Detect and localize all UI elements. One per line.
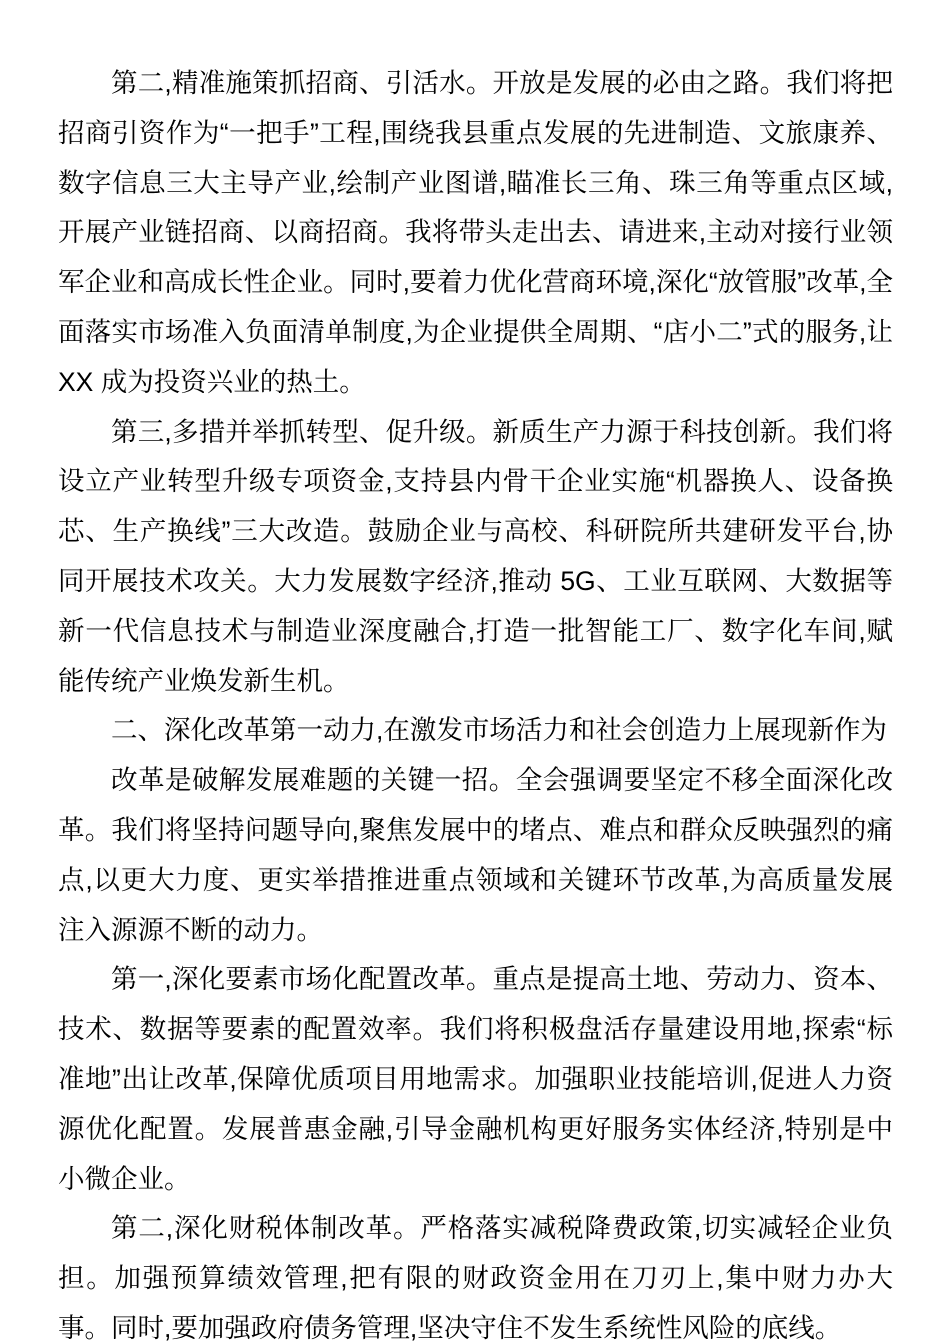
document-body <box>58 59 893 1344</box>
paragraph: 改革是破解发展难题的关键一招。全会强调要坚定不移全面深化改革。我们将坚持问题导向,聚焦发展中的堵点、难点和群众反映强烈的痛点,以更大力度、更实举措推进重点领域和关键环节改革,为高质量发展注入源源不断的动力。 <box>58 765 893 945</box>
paragraph: 第二,精准施策抓招商、引活水。开放是发展的必由之路。我们将把招商引资作为“一把手”工程,围绕我县重点发展的先进制造、文旅康养、数字信息三大主导产业,绘制产业图谱,瞄准长三角、珠三角等重点区域,开展产业链招商、以商招商。我将带头走出去、请进来,主动对接行业领军企业和高成长性企业。同时,要着力优化营商环境,深化“放管服”改革,全面落实市场准入负面清单制度,为企业提供全周期、“店小二”式的服务,让 XX 成为投资兴业的热土。 <box>58 68 893 397</box>
paragraph: 第三,多措并举抓转型、促升级。新质生产力源于科技创新。我们将设立产业转型升级专项资金,支持县内骨干企业实施“机器换人、设备换芯、生产换线”三大改造。鼓励企业与高校、科研院所共建研发平台,协同开展技术攻关。大力发展数字经济,推动 5G、工业互联网、大数据等新一代信息技术与制造业深度融合,打造一批智能工厂、数字化车间,赋能传统产业焕发新生机。 <box>58 416 893 696</box>
paragraph: 第一,深化要素市场化配置改革。重点是提高土地、劳动力、资本、技术、数据等要素的配置效率。我们将积极盘活存量建设用地,探索“标准地”出让改革,保障优质项目用地需求。加强职业技能培训,促进人力资源优化配置。发展普惠金融,引导金融机构更好服务实体经济,特别是中小微企业。 <box>58 964 893 1194</box>
section-heading: 二、深化改革第一动力,在激发市场活力和社会创造力上展现新作为 <box>111 715 887 746</box>
paragraph: 第二,深化财税体制改革。严格落实减税降费政策,切实减轻企业负担。加强预算绩效管理,把有限的财政资金用在刀刃上,集中财力办大事。同时,要加强政府债务管理,坚决守住不发生系统性风险的底线。 <box>58 1213 893 1343</box>
